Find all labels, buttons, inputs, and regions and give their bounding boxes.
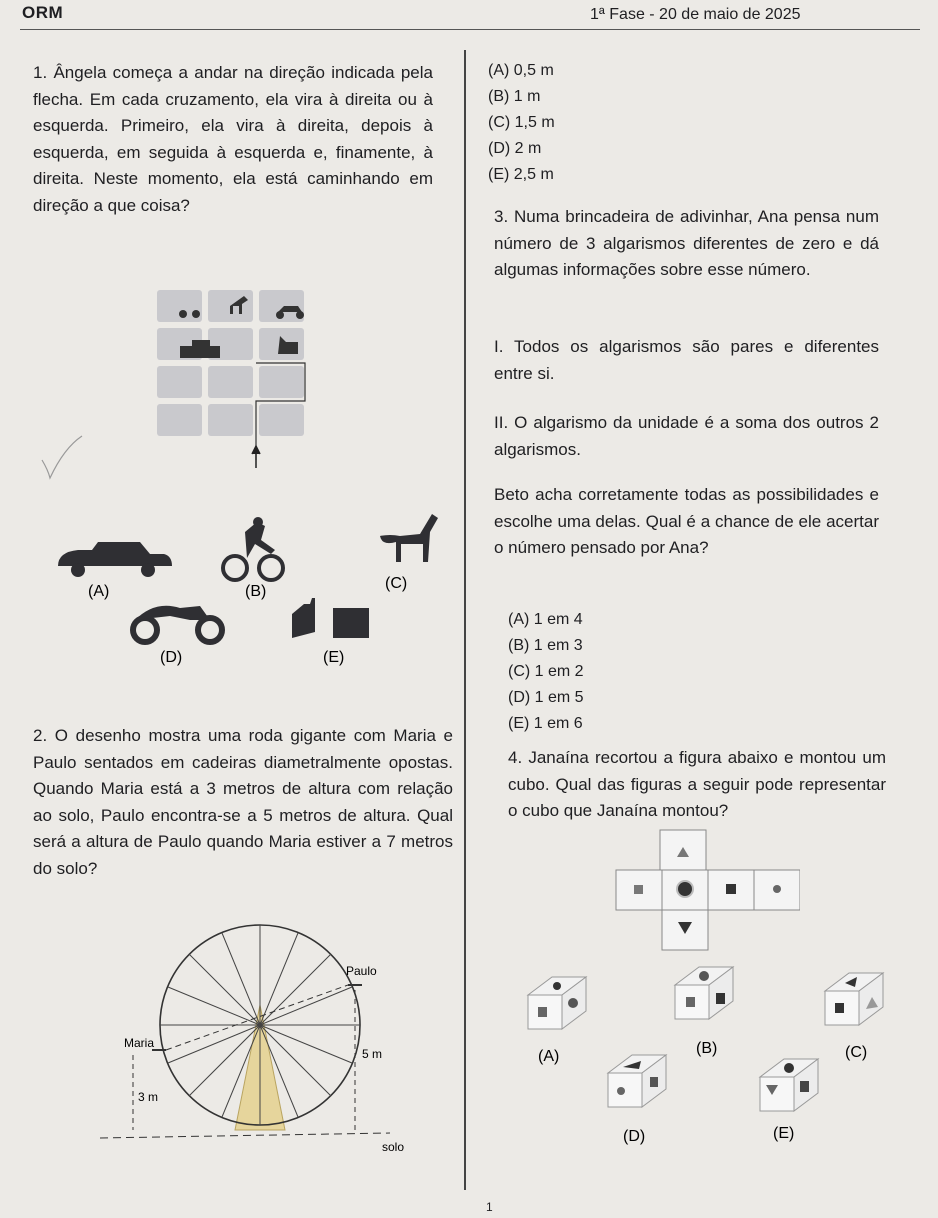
paulo-height-label: 5 m — [362, 1047, 383, 1061]
q4-cube-net — [600, 825, 800, 960]
q2-option-d[interactable]: (D) 2 m — [488, 140, 542, 157]
q3-option-c[interactable]: (C) 1 em 2 — [508, 663, 584, 680]
maria-height-label: 3 m — [138, 1090, 159, 1104]
q3-question: Beto acha corretamente todas as possibilidades e escolhe uma delas. Qual é a chance de ele acertar o número pensado por Ana? — [494, 485, 879, 558]
q2-option-a[interactable]: (A) 0,5 m — [488, 62, 554, 79]
q4-label-a: (A) — [538, 1048, 560, 1065]
house-icon — [292, 598, 369, 638]
paulo-label: Paulo — [346, 964, 377, 978]
exam-phase: 1ª Fase - 20 de maio de 2025 — [590, 6, 801, 23]
q4-label-d: (D) — [623, 1128, 646, 1145]
q3-option-b[interactable]: (B) 1 em 3 — [508, 637, 583, 654]
cyclist-icon — [223, 517, 283, 580]
check-mark — [42, 436, 82, 478]
q4-label-e: (E) — [773, 1125, 795, 1142]
q1-label-b: (B) — [245, 583, 267, 600]
brand-logo: ORM — [22, 3, 64, 22]
net-circle-large-icon — [677, 881, 693, 897]
column-divider — [464, 50, 466, 1190]
horse-icon — [380, 514, 438, 562]
q3-option-e[interactable]: (E) 1 em 6 — [508, 715, 583, 732]
q3-info-1: I. Todos os algarismos são pares e diferentes entre si. — [494, 337, 879, 383]
wheel-spokes — [160, 925, 360, 1125]
grid-arrow — [252, 446, 260, 468]
ground-line — [100, 1133, 390, 1138]
q1-label-c: (C) — [385, 575, 408, 592]
q1-label-e: (E) — [323, 649, 345, 666]
header-divider — [20, 29, 920, 30]
net-square-dark-icon — [726, 884, 736, 894]
q2-text: 2. O desenho mostra uma roda gigante com Maria e Paulo sentados em cadeiras diametralmente opostas. Quando Maria está a 3 metros de altura com relação ao solo, Paulo encontra-se a 5 metros de altura. Qual será a altura de Paulo quando Maria estiver a 7 metros do solo? — [33, 726, 453, 878]
cube-b[interactable] — [675, 967, 733, 1019]
net-square-small-icon — [634, 885, 643, 894]
q2-option-e[interactable]: (E) 2,5 m — [488, 166, 554, 183]
q4-answer-cubes — [510, 965, 920, 1165]
motorcycle-icon — [133, 606, 222, 642]
q2-option-c[interactable]: (C) 1,5 m — [488, 114, 555, 131]
q3-info-2: II. O algarismo da unidade é a soma dos outros 2 algarismos. — [494, 413, 879, 459]
q2-ferris-wheel-figure — [100, 905, 460, 1165]
cube-c[interactable] — [825, 973, 883, 1025]
q4-label-b: (B) — [696, 1040, 718, 1057]
cube-e[interactable] — [760, 1059, 818, 1111]
q3-text: 3. Numa brincadeira de adivinhar, Ana pensa num número de 3 algarismos diferentes de zero e dá algumas informações sobre esse número. — [494, 207, 879, 280]
q1-label-d: (D) — [160, 649, 183, 666]
net-circle-small-icon — [773, 885, 781, 893]
page-number: 1 — [486, 1200, 493, 1214]
maria-label: Maria — [124, 1036, 155, 1050]
q3-option-d[interactable]: (D) 1 em 5 — [508, 689, 584, 706]
q2-options — [488, 58, 555, 188]
q3-options — [508, 607, 584, 737]
q2-option-b[interactable]: (B) 1 m — [488, 88, 541, 105]
ground-label: solo — [382, 1140, 405, 1154]
car-icon — [58, 542, 172, 577]
cube-a[interactable] — [528, 977, 586, 1029]
q4-label-c: (C) — [845, 1044, 868, 1061]
cube-d[interactable] — [608, 1055, 666, 1107]
q1-figure — [30, 270, 460, 670]
q1-label-a: (A) — [88, 583, 110, 600]
q1-text: 1. Ângela começa a andar na direção indicada pela flecha. Em cada cruzamento, ela vira à direita ou à esquerda. Primeiro, ela vira à direita, depois à esquerda, em seguida à esquerda e, finamente, à direita. Neste momento, ela está caminhando em direção a que coisa? — [33, 63, 433, 215]
q4-text: 4. Janaína recortou a figura abaixo e montou um cubo. Qual das figuras a seguir pode representar o cubo que Janaína montou? — [508, 748, 886, 821]
q3-option-a[interactable]: (A) 1 em 4 — [508, 611, 583, 628]
